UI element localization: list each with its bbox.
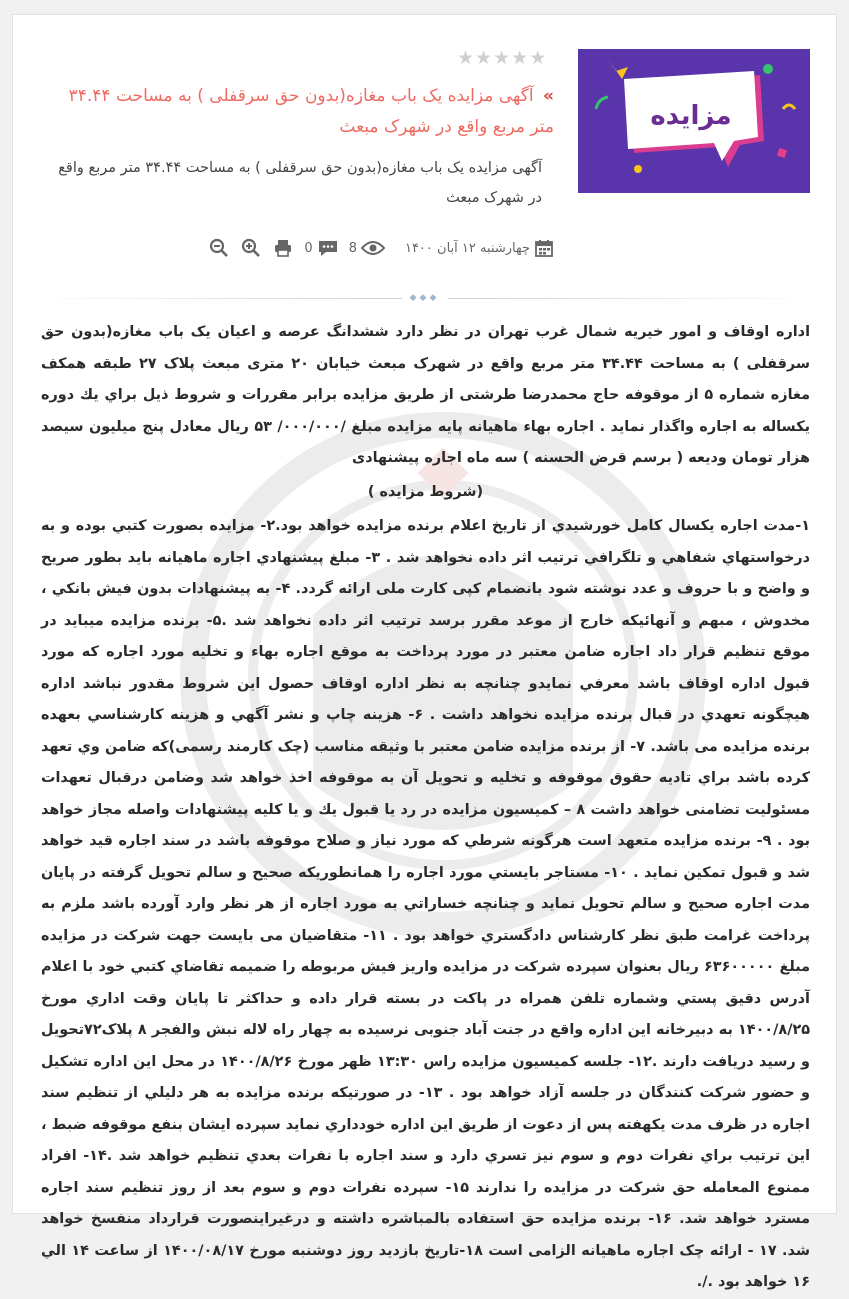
article-body [41, 317, 810, 1299]
conditions-heading: (شروط مزایده ) [367, 483, 484, 500]
auction-banner-icon [578, 49, 810, 193]
post-meta-toolbar [153, 233, 553, 263]
star-icon[interactable]: ★ [529, 47, 548, 69]
zoom-out-icon[interactable] [208, 237, 230, 259]
views-count-value: 8 [348, 240, 357, 256]
views-count [349, 240, 385, 256]
thumbnail-label: مزایده [650, 101, 732, 131]
publish-date-value: چهارشنبه ۱۲ آبان ۱۴۰۰ [404, 240, 530, 256]
divider-line-right [448, 298, 825, 299]
star-icon[interactable]: ★ [475, 47, 494, 69]
print-icon[interactable] [272, 237, 294, 259]
article-conditions: ۱-مدت اجاره يكسال كامل خورشيدي از تاريخ اعلام برنده مزايده خواهد بود.۲- مزايده بصورت كتبي بوده و به درخواستهاي شفاهي و تلگرافي ترتيب اثر داده نخواهد شد . ۳- مبلغ پيشنهادي اجاره ماهيانه بايد بطور صريح و واضح و با حروف و عدد نوشته شود بانضمام کپی کارت ملی ارائه گردد. ۴- به پیشنهادات بدون فيش بانكي ، مخدوش ، مبهم و آنهائيكه خارج از موعد مقرر برسد ترتيب اثر داده نخواهد شد .۵- برنده مزايده ميبايد در موقع تنظيم قرار داد اجاره ضامن معتبر در مورد پرداخت به موقع اجاره بهاء و تخليه مورد اجاره كه مورد قبول اداره اوقاف باشد معرفي نمايدو چنانچه به نظر اداره اوقاف حصول اين شروط مقدور نباشد اداره هيچگونه تعهدي در قبال برنده مزايده نخواهد داشت . ۶- هزينه چاپ و نشر آگهي و هزينه كارشناسي بعهده برنده مزايده می باشد. ۷- از برنده مزايده ضامن معتبر با وثيقه مناسب (چک کارمند رسمی)كه ضامن وي تعهد كرده باشد براي تاديه حقوق موقوفه و تخليه و تحويل آن به موقوفه اخذ خواهد شد وضامن درقبال تعهدات مسئوليت تضامنی خواهد داشت ۸ – كميسيون مزايده در رد يا قبول يك و يا كليه پيشنهادات واصله مجاز خواهد بود . ۹- برنده مزايده متعهد است هرگونه شرطي كه مورد نياز و صلاح موقوفه باشد در سند اجاره قيد خواهد شد و قبول تمكين نمايد . ۱۰- مستاجر بايستي مورد اجاره را همانطوريكه صحيح و سالم تحويل گرفته در پايان مدت اجاره صحيح و سالم تحويل نمايد و چنانچه خساراتي به مورد اجاره از هر نظر وارد آورده باشد ملزم به پرداخت غرامت طبق نظر كارشناس دادگستري خواهد بود . ۱۱- متقاضیان می بایست جهت شرکت در مزایده مبلغ ۶۳۶۰۰۰۰۰ ریال بعنوان سپرده شركت در مزايده واريز فيش مربوطه را ضميمه تقاضاي كتبي خود با اعلام آدرس دقيق پستي وشماره تلفن همراه در پاكت در بسته قرار داده و حداكثر تا پايان وقت اداري مورخ ۱۴۰۰/۸/۲۵ به دبيرخانه اين اداره واقع در جنت آباد جنوبی نرسیده به چهار راه لاله نبش والفجر ۸ پلاک۷۲تحويل و رسيد دريافت دارند .۱۲- جلسه كميسيون مزايده راس ۱۳:۳۰ ظهر مورخ ۱۴۰۰/۸/۲۶ در محل اين اداره تشكيل و حضور شركت كنندگان در جلسه آزاد خواهد بود . ۱۳- در صورتيكه برنده مزايده به هر دليلي از تنظيم سند اجاره در ظرف مدت يكهفته پس از دعوت از طريق اين اداره خودداري نمايد سپرده ايشان بنفع موقوفه ضبط ، اين ترتيب براي نفرات دوم و سوم نيز تسري دارد و سند اجاره با نفرات بعدي تنظيم خواهد شد .۱۴- افراد ممنوع المعامله حق شركت در مزايده را ندارند ۱۵- سپرده نفرات دوم و سوم بعد از روز تنظيم سند اجاره مسترد خواهد شد. ۱۶- برنده مزایده حق استفاده بالمباشره داشته و درغیراینصورت قرارداد منفسخ خواهد شد. ۱۷ - ارائه چک اجاره ماهیانه الزامی است ۱۸-تاریخ بازدید روز دوشنبه مورخ ۱۴۰۰/۰۸/۱۷ از ساعت ۱۴ الي ۱۶ خواهد بود ./. [41, 518, 811, 1290]
rating-stars[interactable] [457, 47, 547, 69]
divider-line-left [25, 298, 402, 299]
zoom-in-icon[interactable] [240, 237, 262, 259]
section-divider [25, 293, 824, 303]
post-title[interactable]: آگهی مزایده یک باب مغازه(بدون حق سرقفلی ) به مساحت ۳۴.۴۴ متر مربع واقع در شهرک مبعث [68, 86, 554, 137]
comments-count-value: 0 [304, 240, 313, 256]
article-intro: اداره اوقاف و امور خیریه شمال غرب تهران در نظر دارد ششدانگ عرصه و اعیان یک باب مغازه(بدون حق سرقفلی ) به مساحت ۳۴.۴۴ متر مربع واقع در شهرک مبعث خیابان ۲۰ متری مبعث پلاک ۲۷ طبقه همکف مغازه شماره ۵ از موقوفه حاج محمدرضا طرشتی از طریق مزایده برابر مقررات و شروط ذیل براي يك دوره يكساله به اجاره واگذار نمايد . اجاره بهاء ماهیانه پایه مزایده مبلغ /۰۰۰/۰۰۰/ ۵۳ ریال معادل پنج میلیون سیصد هزار تومان ودیعه ( برسم قرض الحسنه ) سه ماه اجاره پیشنهادی [41, 324, 811, 466]
post-title-link[interactable] [54, 81, 554, 143]
post-summary: آگهی مزایده یک باب مغازه(بدون حق سرقفلی ) به مساحت ۳۴.۴۴ متر مربع واقع در شهرک مبعث [58, 160, 542, 206]
star-icon[interactable]: ★ [493, 47, 512, 69]
divider-ornament: ◆◆◆ [409, 293, 440, 303]
article-card [12, 14, 837, 1290]
comments-count[interactable] [304, 239, 338, 257]
calendar-icon [535, 239, 553, 257]
eye-icon [361, 240, 385, 256]
comment-icon [317, 239, 339, 257]
star-icon[interactable]: ★ [511, 47, 530, 69]
publish-date [405, 239, 553, 257]
star-icon[interactable]: ★ [457, 47, 476, 69]
chevron-icon: » [543, 86, 554, 106]
post-thumbnail[interactable] [578, 49, 810, 193]
